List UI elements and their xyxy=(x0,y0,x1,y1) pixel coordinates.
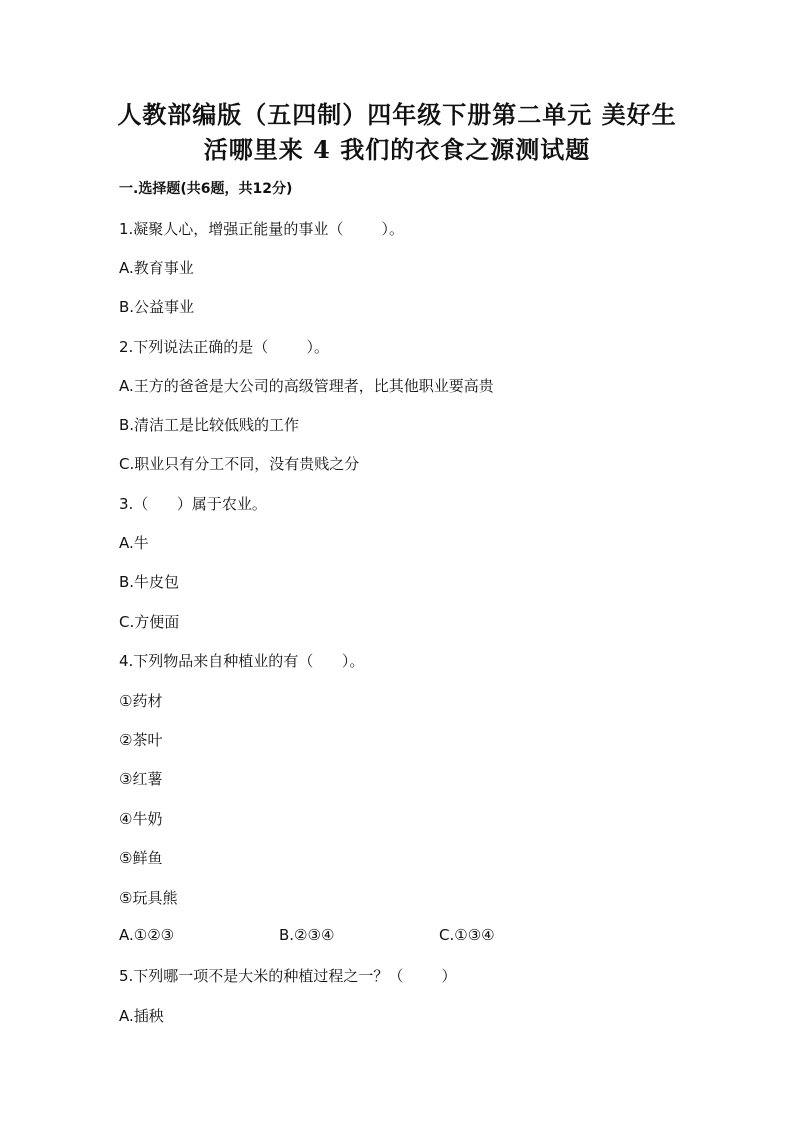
question-2-stem: 2.下列说法正确的是（ ）。 xyxy=(119,338,329,356)
question-1-stem: 1.凝聚人心，增强正能量的事业（ ）。 xyxy=(119,220,404,238)
question-4-option-c: C.①③④ xyxy=(439,926,495,944)
question-4-item: ③红薯 xyxy=(119,770,163,788)
question-5-option-a: A.插秧 xyxy=(119,1007,164,1025)
question-3-option-b: B.牛皮包 xyxy=(119,573,180,591)
question-4-item: ①药材 xyxy=(119,692,163,710)
question-4-item: ⑤鲜鱼 xyxy=(119,849,163,867)
question-5-stem: 5.下列哪一项不是大米的种植过程之一？（ ） xyxy=(119,967,457,985)
question-4-option-b: B.②③④ xyxy=(279,926,335,944)
question-1-option-b: B.公益事业 xyxy=(119,298,195,316)
question-4-item: ②茶叶 xyxy=(119,731,163,749)
question-4-item: ④牛奶 xyxy=(119,810,163,828)
question-2-option-b: B.清洁工是比较低贱的工作 xyxy=(119,416,300,434)
section-heading: 一.选择题(共6题，共12分) xyxy=(119,181,293,197)
document-title-line1: 人教部编版（五四制）四年级下册第二单元 美好生 xyxy=(117,100,677,129)
document-title-line2: 活哪里来 4 我们的衣食之源测试题 xyxy=(203,135,591,164)
question-3-option-a: A.牛 xyxy=(119,534,149,552)
question-2-option-a: A.王方的爸爸是大公司的高级管理者，比其他职业要高贵 xyxy=(119,377,494,395)
question-4-item: ⑤玩具熊 xyxy=(119,889,178,907)
question-1-option-a: A.教育事业 xyxy=(119,259,194,277)
question-2-option-c: C.职业只有分工不同，没有贵贱之分 xyxy=(119,455,360,473)
question-3-option-c: C.方便面 xyxy=(119,613,180,631)
question-4-option-a: A.①②③ xyxy=(119,926,175,944)
question-3-stem: 3.（ ）属于农业。 xyxy=(119,495,267,513)
question-4-stem: 4.下列物品来自种植业的有（ ）。 xyxy=(119,652,365,670)
